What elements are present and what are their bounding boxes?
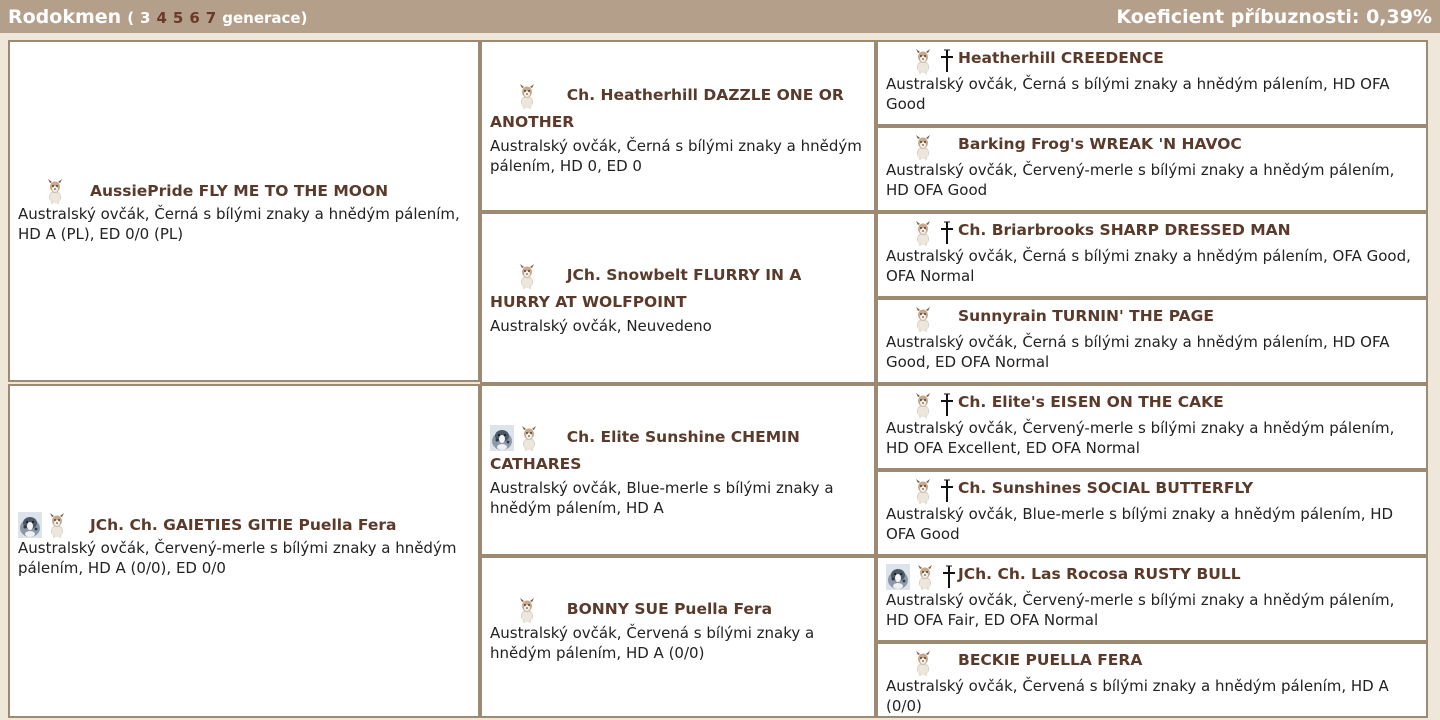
dog-icons [886,220,958,246]
dog-name-link[interactable]: JCh. Snowbelt FLURRY IN A HURRY AT WOLFPOINT [490,266,802,311]
dog-header [490,262,866,316]
dog-name-link[interactable]: BECKIE PUELLA FERA [958,651,1143,669]
coefficient-of-relationship: Koeficient příbuznosti: 0,39% [1116,5,1432,28]
dog-description: Australský ovčák, Černá s bílými znaky a hnědým pálením, HD 0, ED 0 [490,137,862,175]
dog-description: Australský ovčák, Červená s bílými znaky a hnědým pálením, HD A (0/0) [490,624,815,662]
generation-link-7[interactable]: 7 [205,8,217,27]
dog-icons [886,134,958,160]
page-title: Rodokmen [8,5,122,28]
dog-icons [18,512,90,538]
pedigree-cell-sire-dam [480,212,876,384]
pedigree-grid [2,35,1438,718]
merle-photo-icon[interactable] [490,425,514,451]
pedigree-cell-dsd [876,470,1428,556]
dog-header [886,564,1418,590]
dog-name-link[interactable]: JCh. Ch. GAIETIES GITIE Puella Fera [90,516,397,534]
generation-label: generace) [222,8,308,27]
dog-description: Australský ovčák, Neuvedeno [490,317,712,335]
deceased-cross-icon [938,49,956,73]
dog-header [886,48,1418,74]
dog-photo-icon[interactable] [518,425,540,451]
dog-name-link[interactable]: Ch. Briarbrooks SHARP DRESSED MAN [958,221,1291,239]
dog-photo-icon[interactable] [912,392,934,418]
dog-name-link[interactable]: AussiePride FLY ME TO THE MOON [90,182,389,200]
dog-header [18,512,470,538]
dog-name-link[interactable]: Ch. Heatherhill DAZZLE ONE OR ANOTHER [490,86,844,131]
deceased-cross-icon [938,393,956,417]
dog-description: Australský ovčák, Černá s bílými znaky a hnědým pálením, HD A (PL), ED 0/0 (PL) [18,205,460,243]
dog-description: Australský ovčák, Černá s bílými znaky a hnědým pálením, HD OFA Good, ED OFA Normal [886,333,1390,371]
dog-icons [886,478,958,504]
dog-photo-icon[interactable] [912,220,934,246]
dog-header [490,82,866,136]
dog-icons [886,564,958,590]
dog-description: Australský ovčák, Červený-merle s bílými znaky a hnědým pálením, HD OFA Good [886,161,1395,199]
dog-icons [490,425,562,451]
dog-icons [18,178,90,204]
dog-icons [490,263,562,289]
dog-icons [886,306,958,332]
dog-header [886,478,1418,504]
deceased-cross-icon [938,221,956,245]
pedigree-cell-sss [876,40,1428,126]
dog-description: Australský ovčák, Blue-merle s bílými znaky a hnědým pálením, HD A [490,479,834,517]
dog-name-link[interactable]: Barking Frog's WREAK 'N HAVOC [958,135,1242,153]
dog-name-link[interactable]: Sunnyrain TURNIN' THE PAGE [958,307,1214,325]
dog-name-link[interactable]: Ch. Elite Sunshine CHEMIN CATHARES [490,428,800,473]
pedigree-cell-sire [8,40,480,382]
paren-open: ( [127,8,135,27]
dog-photo-icon[interactable] [912,650,934,676]
dog-header [886,392,1418,418]
pedigree-cell-dds [876,556,1428,642]
dog-header [886,220,1418,246]
dog-header [18,178,470,204]
dog-photo-icon[interactable] [912,478,934,504]
dog-header [490,596,866,623]
pedigree-cell-sire-sire [480,40,876,212]
dog-name-link[interactable]: JCh. Ch. Las Rocosa RUSTY BULL [958,565,1241,583]
dog-header [886,306,1418,332]
dog-description: Australský ovčák, Červená s bílými znaky a hnědým pálením, HD A (0/0) [886,677,1389,715]
dog-description: Australský ovčák, Červený-merle s bílými znaky a hnědým pálením, HD A (0/0), ED 0/0 [18,539,457,577]
generation-link-4[interactable]: 4 [156,8,167,27]
pedigree-cell-sds [876,212,1428,298]
dog-description: Australský ovčák, Červený-merle s bílými znaky a hnědým pálením, HD OFA Excellent, ED OFA Normal [886,419,1395,457]
dog-name-link[interactable]: BONNY SUE Puella Fera [566,600,773,618]
dog-icons [886,392,958,418]
pedigree-cell-ssd [876,126,1428,212]
dog-icons [886,48,958,74]
pedigree-cell-dss [876,384,1428,470]
dog-photo-icon[interactable] [516,263,538,289]
dog-icons [886,650,958,676]
dog-header [490,424,866,478]
dog-header [886,650,1418,676]
deceased-cross-icon [938,479,956,503]
dog-icons [490,83,562,109]
generation-link-5[interactable]: 5 [172,8,184,27]
pedigree-cell-dam-sire [480,384,876,556]
deceased-cross-icon [940,565,958,589]
dog-description: Australský ovčák, Blue-merle s bílými znaky a hnědým pálením, HD OFA Good [886,505,1394,543]
dog-description: Australský ovčák, Červený-merle s bílými znaky a hnědým pálením, HD OFA Fair, ED OFA Normal [886,591,1395,629]
header-left [8,6,307,28]
generation-link-6[interactable]: 6 [189,8,200,27]
pedigree-cell-dam-dam [480,556,876,718]
dog-description: Australský ovčák, Černá s bílými znaky a hnědým pálením, HD OFA Good [886,75,1390,113]
dog-photo-icon[interactable] [44,178,66,204]
dog-photo-icon[interactable] [912,134,934,160]
merle-photo-icon[interactable] [18,512,42,538]
dog-name-link[interactable]: Ch. Elite's EISEN ON THE CAKE [958,393,1224,411]
dog-photo-icon[interactable] [914,564,936,590]
dog-photo-icon[interactable] [516,83,538,109]
pedigree-cell-dam [8,384,480,718]
dog-name-link[interactable]: Heatherhill CREEDENCE [958,49,1164,67]
pedigree-cell-ddd [876,642,1428,718]
dog-photo-icon[interactable] [516,597,538,623]
pedigree-header [0,0,1440,33]
dog-icons [490,597,562,623]
dog-description: Australský ovčák, Černá s bílými znaky a hnědým pálením, OFA Good, OFA Normal [886,247,1411,285]
merle-photo-icon[interactable] [886,564,910,590]
pedigree-cell-sdd [876,298,1428,384]
generation-link-3[interactable]: 3 [140,8,151,27]
dog-photo-icon[interactable] [912,48,934,74]
dog-photo-icon[interactable] [912,306,934,332]
dog-photo-icon[interactable] [46,512,68,538]
dog-header [886,134,1418,160]
dog-name-link[interactable]: Ch. Sunshines SOCIAL BUTTERFLY [958,479,1254,497]
